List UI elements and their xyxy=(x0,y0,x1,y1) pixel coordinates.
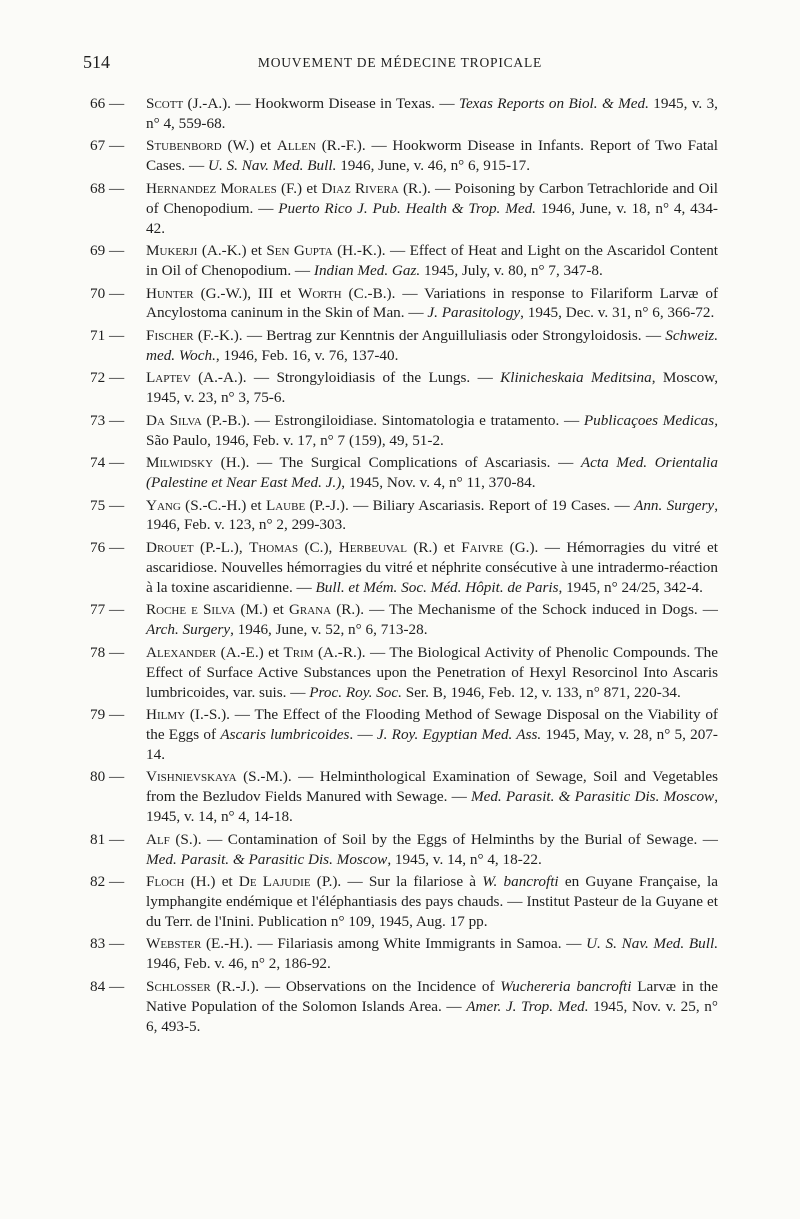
reference-entry xyxy=(90,368,718,408)
reference-text: Hernandez Morales (F.) et Diaz Rivera (R.). — Poisoning by Carbon Tetrachloride and Oil of Chenopodium. — Puerto Rico J. Pub. Health & Trop. Med. 1946, June, v. 18, n° 4, 434-42. xyxy=(146,179,718,237)
reference-number: 80 — xyxy=(90,768,125,786)
reference-number: 72 — xyxy=(90,369,125,387)
reference-text: Drouet (P.-L.), Thomas (C.), Herbeuval (R.) et Faivre (G.). — Hémorragies du vitré et ascaridiose. Nouvelles hémorragies du vitré et néphrite consécutive à une intradermo-réaction à la toxine ascaridienne. — Bull. et Mém. Soc. Méd. Hôpit. de Paris, 1945, n° 24/25, 342-4. xyxy=(146,538,718,596)
reference-entry xyxy=(90,643,718,703)
reference-text: Fischer (F.-K.). — Bertrag zur Kenntnis der Anguilluliasis oder Strongyloidosis. — Schweiz. med. Woch., 1946, Feb. 16, v. 76, 137-40. xyxy=(146,326,718,364)
reference-text: Alf (S.). — Contamination of Soil by the Eggs of Helminths by the Burial of Sewage. — Med. Parasit. & Parasitic Dis. Moscow, 1945, v. 14, n° 4, 18-22. xyxy=(146,830,718,868)
reference-number: 78 — xyxy=(90,643,125,661)
reference-entry xyxy=(90,136,718,176)
reference-text: Vishnievskaya (S.-M.). — Helminthological Examination of Sewage, Soil and Vegetables from the Bezludov Fields Manured with Sewage. — Med. Parasit. & Parasitic Dis. Moscow, 1945, v. 14, n° 4, 14-18. xyxy=(146,768,718,826)
reference-number: 77 — xyxy=(90,601,125,619)
reference-text: Floch (H.) et De Lajudie (P.). — Sur la filariose à W. bancrofti en Guyane Française, la lymphangite endémique et l'éléphantiasis des pays chauds. — Institut Pasteur de la Guyane et du Terr. de l'Inini. Publication n° 109, 1945, Aug. 17 pp. xyxy=(146,873,718,930)
reference-entry xyxy=(90,600,718,640)
reference-text: Schlosser (R.-J.). — Observations on the Incidence of Wuchereria bancrofti Larvæ in the Native Population of the Solomon Islands Area. — Amer. J. Trop. Med. 1945, Nov. v. 25, n° 6, 493-5. xyxy=(146,977,718,1035)
reference-entry xyxy=(90,94,718,134)
reference-entry xyxy=(90,284,718,324)
reference-number: 70 — xyxy=(90,284,125,302)
reference-entry xyxy=(90,830,718,870)
reference-entry xyxy=(90,705,718,765)
reference-text: Milwidsky (H.). — The Surgical Complications of Ascariasis. — Acta Med. Orientalia (Palestine et Near East Med. J.), 1945, Nov. v. 4, n° 11, 370-84. xyxy=(146,454,718,492)
reference-number: 69 — xyxy=(90,242,125,260)
reference-number: 74 — xyxy=(90,454,125,472)
page-number: 514 xyxy=(83,52,110,72)
reference-number: 75 — xyxy=(90,496,125,514)
reference-number: 79 — xyxy=(90,706,125,723)
reference-entry xyxy=(90,538,718,598)
reference-text: Webster (E.-H.). — Filariasis among White Immigrants in Samoa. — U. S. Nav. Med. Bull. 1946, Feb. v. 46, n° 2, 186-92. xyxy=(146,935,718,973)
reference-entry xyxy=(90,453,718,493)
reference-text: Hilmy (I.-S.). — The Effect of the Flooding Method of Sewage Disposal on the Viability of the Eggs of Ascaris lumbricoides. — J. Roy. Egyptian Med. Ass. 1945, May, v. 28, n° 5, 207-14. xyxy=(146,706,718,763)
reference-entry xyxy=(90,872,718,932)
reference-entry xyxy=(90,977,718,1037)
running-title: MOUVEMENT DE MÉDECINE TROPICALE xyxy=(257,55,543,70)
reference-entry xyxy=(90,496,718,536)
reference-entry xyxy=(90,241,718,281)
reference-text: Roche e Silva (M.) et Grana (R.). — The Mechanisme of the Schock induced in Dogs. — Arch. Surgery, 1946, June, v. 52, n° 6, 713-28. xyxy=(146,601,718,639)
reference-entry xyxy=(90,411,718,451)
reference-text: Mukerji (A.-K.) et Sen Gupta (H.-K.). — Effect of Heat and Light on the Ascaridol Content in Oil of Chenopodium. — Indian Med. Gaz. 1945, July, v. 80, n° 7, 347-8. xyxy=(146,242,719,280)
reference-number: 67 — xyxy=(90,137,125,155)
reference-list xyxy=(90,94,718,1039)
reference-number: 71 — xyxy=(90,326,125,344)
reference-text: Stubenbord (W.) et Allen (R.-F.). — Hookworm Disease in Infants. Report of Two Fatal Cases. — U. S. Nav. Med. Bull. 1946, June, v. 46, n° 6, 915-17. xyxy=(146,137,718,175)
page-header xyxy=(83,52,717,76)
reference-number: 76 — xyxy=(90,538,125,556)
reference-number: 84 — xyxy=(90,977,125,995)
reference-text: Hunter (G.-W.), III et Worth (C.-B.). — Variations in response to Filariform Larvæ of Ancylostoma caninum in the Skin of Man. — J. Parasitology, 1945, Dec. v. 31, n° 6, 366-72. xyxy=(146,284,719,322)
reference-entry xyxy=(90,767,718,827)
reference-text: Laptev (A.-A.). — Strongyloidiasis of the Lungs. — Klinicheskaia Meditsina, Moscow, 1945, v. 23, n° 3, 75-6. xyxy=(146,369,718,407)
reference-text: Da Silva (P.-B.). — Estrongiloidiase. Sintomatologia e tratamento. — Publicaçoes Medicas, São Paulo, 1946, Feb. v. 17, n° 7 (159), 49, 51-2. xyxy=(146,411,718,449)
reference-number: 83 — xyxy=(90,935,125,953)
reference-number: 68 — xyxy=(90,179,125,197)
reference-number: 82 — xyxy=(90,873,125,891)
reference-text: Alexander (A.-E.) et Trim (A.-R.). — The Biological Activity of Phenolic Compounds. The Effect of Surface Active Substances upon the Penetration of Hexyl Resorcinol Into Ascaris lumbricoides, var. suis. — Proc. Roy. Soc. Ser. B, 1946, Feb. 12, v. 133, n° 871, 220-34. xyxy=(146,643,718,701)
reference-entry xyxy=(90,179,718,239)
reference-entry xyxy=(90,326,718,366)
reference-number: 81 — xyxy=(90,830,125,848)
reference-number: 73 — xyxy=(90,411,125,429)
reference-entry xyxy=(90,934,718,974)
reference-text: Yang (S.-C.-H.) et Laube (P.-J.). — Biliary Ascariasis. Report of 19 Cases. — Ann. Surgery, 1946, Feb. v. 123, n° 2, 299-303. xyxy=(146,496,718,534)
reference-number: 66 — xyxy=(90,95,125,112)
reference-text: Scott (J.-A.). — Hookworm Disease in Texas. — Texas Reports on Biol. & Med. 1945, v. 3, n° 4, 559-68. xyxy=(146,95,718,132)
